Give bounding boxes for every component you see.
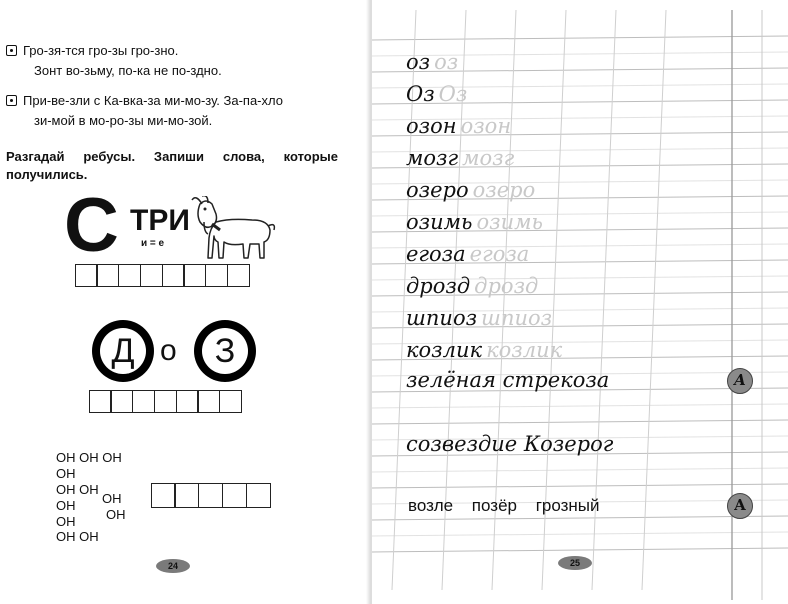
answer-box[interactable] [219, 390, 242, 413]
answer-box[interactable] [154, 390, 177, 413]
copy-line: мозг мозг [406, 146, 515, 170]
rebus2-circle-right [194, 320, 256, 382]
rebus1-big-letter: С [64, 183, 119, 268]
answer-box[interactable] [151, 483, 176, 508]
answer-box[interactable] [89, 390, 112, 413]
phrase-dragonfly: зелёная стрекоза [406, 368, 610, 392]
answer-box[interactable] [246, 483, 271, 508]
page-number-left: 24 [156, 559, 190, 573]
right-page [372, 0, 788, 604]
rebus3-on-row: ОН ОН ОН [56, 450, 122, 465]
answer-box[interactable] [227, 264, 250, 287]
answer-boxes-1 [76, 264, 250, 287]
print-letter-mark: А [727, 493, 753, 519]
task-instruction: Разгадай ребусы. Запиши слова, которые получились. [6, 149, 338, 182]
rebus2-circle-left [92, 320, 154, 382]
answer-box[interactable] [197, 390, 220, 413]
copy-line: шпиоз шпиоз [406, 306, 553, 330]
answer-box[interactable] [174, 483, 199, 508]
answer-box[interactable] [75, 264, 98, 287]
answer-box[interactable] [96, 264, 119, 287]
tongue-twister-2-line2: зи-мой в мо-ро-зы ми-мо-зой. [34, 113, 213, 128]
tongue-twister-2-line1: При-ве-зли с Ка-вка-за ми-мо-зу. За-па-хло [6, 92, 283, 110]
answer-boxes-3 [152, 483, 271, 508]
copy-line: дрозд дрозд [406, 274, 539, 298]
copy-line: озимь озимь [406, 210, 543, 234]
printed-words: возле позёр грозный [408, 496, 600, 515]
rebus3-on-row: ОН [102, 491, 122, 506]
rebus3-on-row: ОН [56, 498, 76, 513]
left-page [0, 0, 372, 604]
copy-line: озеро озеро [406, 178, 536, 202]
rebus2-letter-mid: о [160, 334, 177, 367]
answer-box[interactable] [118, 264, 141, 287]
copy-line: озон озон [406, 114, 512, 138]
tongue-twister-1-line1: Гро-зя-тся гро-зы гро-зно. [6, 42, 178, 60]
answer-boxes-2 [90, 390, 242, 413]
rebus3-on-row: ОН ОН [56, 482, 99, 497]
rebus3-on-row: ОН [106, 507, 126, 522]
script-letter-mark: А [727, 368, 753, 394]
page-number-right: 25 [558, 556, 592, 570]
copy-line: Оз Оз [406, 82, 468, 106]
answer-box[interactable] [132, 390, 155, 413]
rebus2-letter-left: Д [100, 328, 146, 374]
answer-box[interactable] [198, 483, 223, 508]
tongue-twister-1-line2: Зонт во-зьму, по-ка не по-здно. [34, 63, 222, 78]
rebus3-on-row: ОН [56, 514, 76, 529]
answer-box[interactable] [110, 390, 133, 413]
answer-box[interactable] [183, 264, 206, 287]
copy-line: егоза егоза [406, 242, 530, 266]
copy-line: оз оз [406, 50, 459, 74]
answer-box[interactable] [222, 483, 247, 508]
answer-box[interactable] [176, 390, 199, 413]
rebus3-on-row: ОН [56, 466, 76, 481]
checkbox-bullet-icon [6, 45, 17, 56]
checkbox-bullet-icon [6, 95, 17, 106]
rebus3-on-row: ОН ОН [56, 529, 99, 544]
goat-icon [190, 196, 276, 262]
phrase-capricorn: созвездие Козерог [406, 432, 614, 456]
answer-box[interactable] [140, 264, 163, 287]
answer-box[interactable] [162, 264, 185, 287]
rebus1-substitution: и = е [141, 238, 165, 249]
copy-line: козлик козлик [406, 338, 563, 362]
rebus1-word: ТРИ [130, 204, 190, 237]
answer-box[interactable] [205, 264, 228, 287]
rebus2-letter-right: З [202, 328, 248, 374]
